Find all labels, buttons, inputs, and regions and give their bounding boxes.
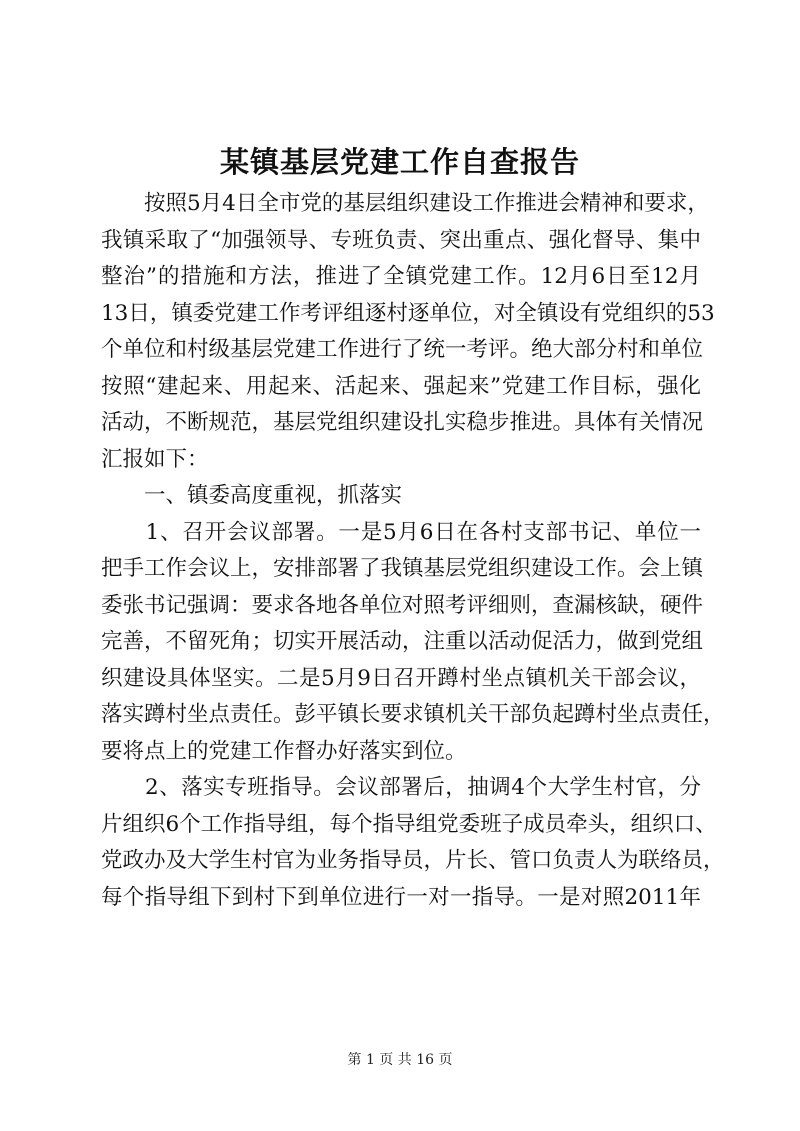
text-line: 党政办及大学生村官为业务指导员，片长、管口负责人为联络员， xyxy=(101,848,725,873)
text-line: 我镇采取了“加强领导、专班负责、突出重点、强化督导、集中 xyxy=(101,227,701,253)
text-line: 完善，不留死角；切实开展活动，注重以活动促活力，做到党组 xyxy=(101,629,704,654)
text-line: 每个指导组下到村下到单位进行一对一指导。一是对照2011年 xyxy=(101,884,701,910)
text-line: 委张书记强调：要求各地各单位对照考评细则，查漏核缺，硬件 xyxy=(101,592,704,618)
text-line: 按照5月4日全市党的基层组织建设工作推进会精神和要求， xyxy=(101,191,709,216)
text-line: 一、镇委高度重视，抓落实 xyxy=(101,483,403,508)
document-body xyxy=(101,186,725,916)
document-title: 某镇基层党建工作自查报告 xyxy=(219,145,580,179)
text-line: 汇报如下： xyxy=(101,446,209,472)
text-line: 片组织6个工作指导组，每个指导组党委班子成员牵头，组织口、 xyxy=(101,811,717,837)
text-line: 按照“建起来、用起来、活起来、强起来”党建工作目标，强化 xyxy=(101,373,701,399)
text-line: 个单位和村级基层党建工作进行了统一考评。绝大部分村和单位 xyxy=(101,337,704,362)
text-line: 落实蹲村坐点责任。彭平镇长要求镇机关干部负起蹲村坐点责任， xyxy=(101,702,725,727)
page-footer: 第 1 页 共 16 页 xyxy=(347,1052,453,1068)
text-line: 活动，不断规范，基层党组织建设扎实稳步推进。具体有关情况 xyxy=(101,410,704,435)
text-line: 把手工作会议上，安排部署了我镇基层党组织建设工作。会上镇 xyxy=(101,556,704,581)
text-line: 织建设具体坚实。二是5月9日召开蹲村坐点镇机关干部会议， xyxy=(101,665,701,691)
text-line: 要将点上的党建工作督办好落实到位。 xyxy=(101,738,467,764)
text-line: 13日，镇委党建工作考评组逐村逐单位，对全镇设有党组织的53 xyxy=(101,300,715,326)
text-line: 2、落实专班指导。会议部署后，抽调4个大学生村官，分 xyxy=(101,775,701,800)
text-line: 1、召开会议部署。一是5月6日在各村支部书记、单位一 xyxy=(101,519,701,545)
text-line: 整治”的措施和方法，推进了全镇党建工作。12月6日至12月 xyxy=(101,264,701,289)
